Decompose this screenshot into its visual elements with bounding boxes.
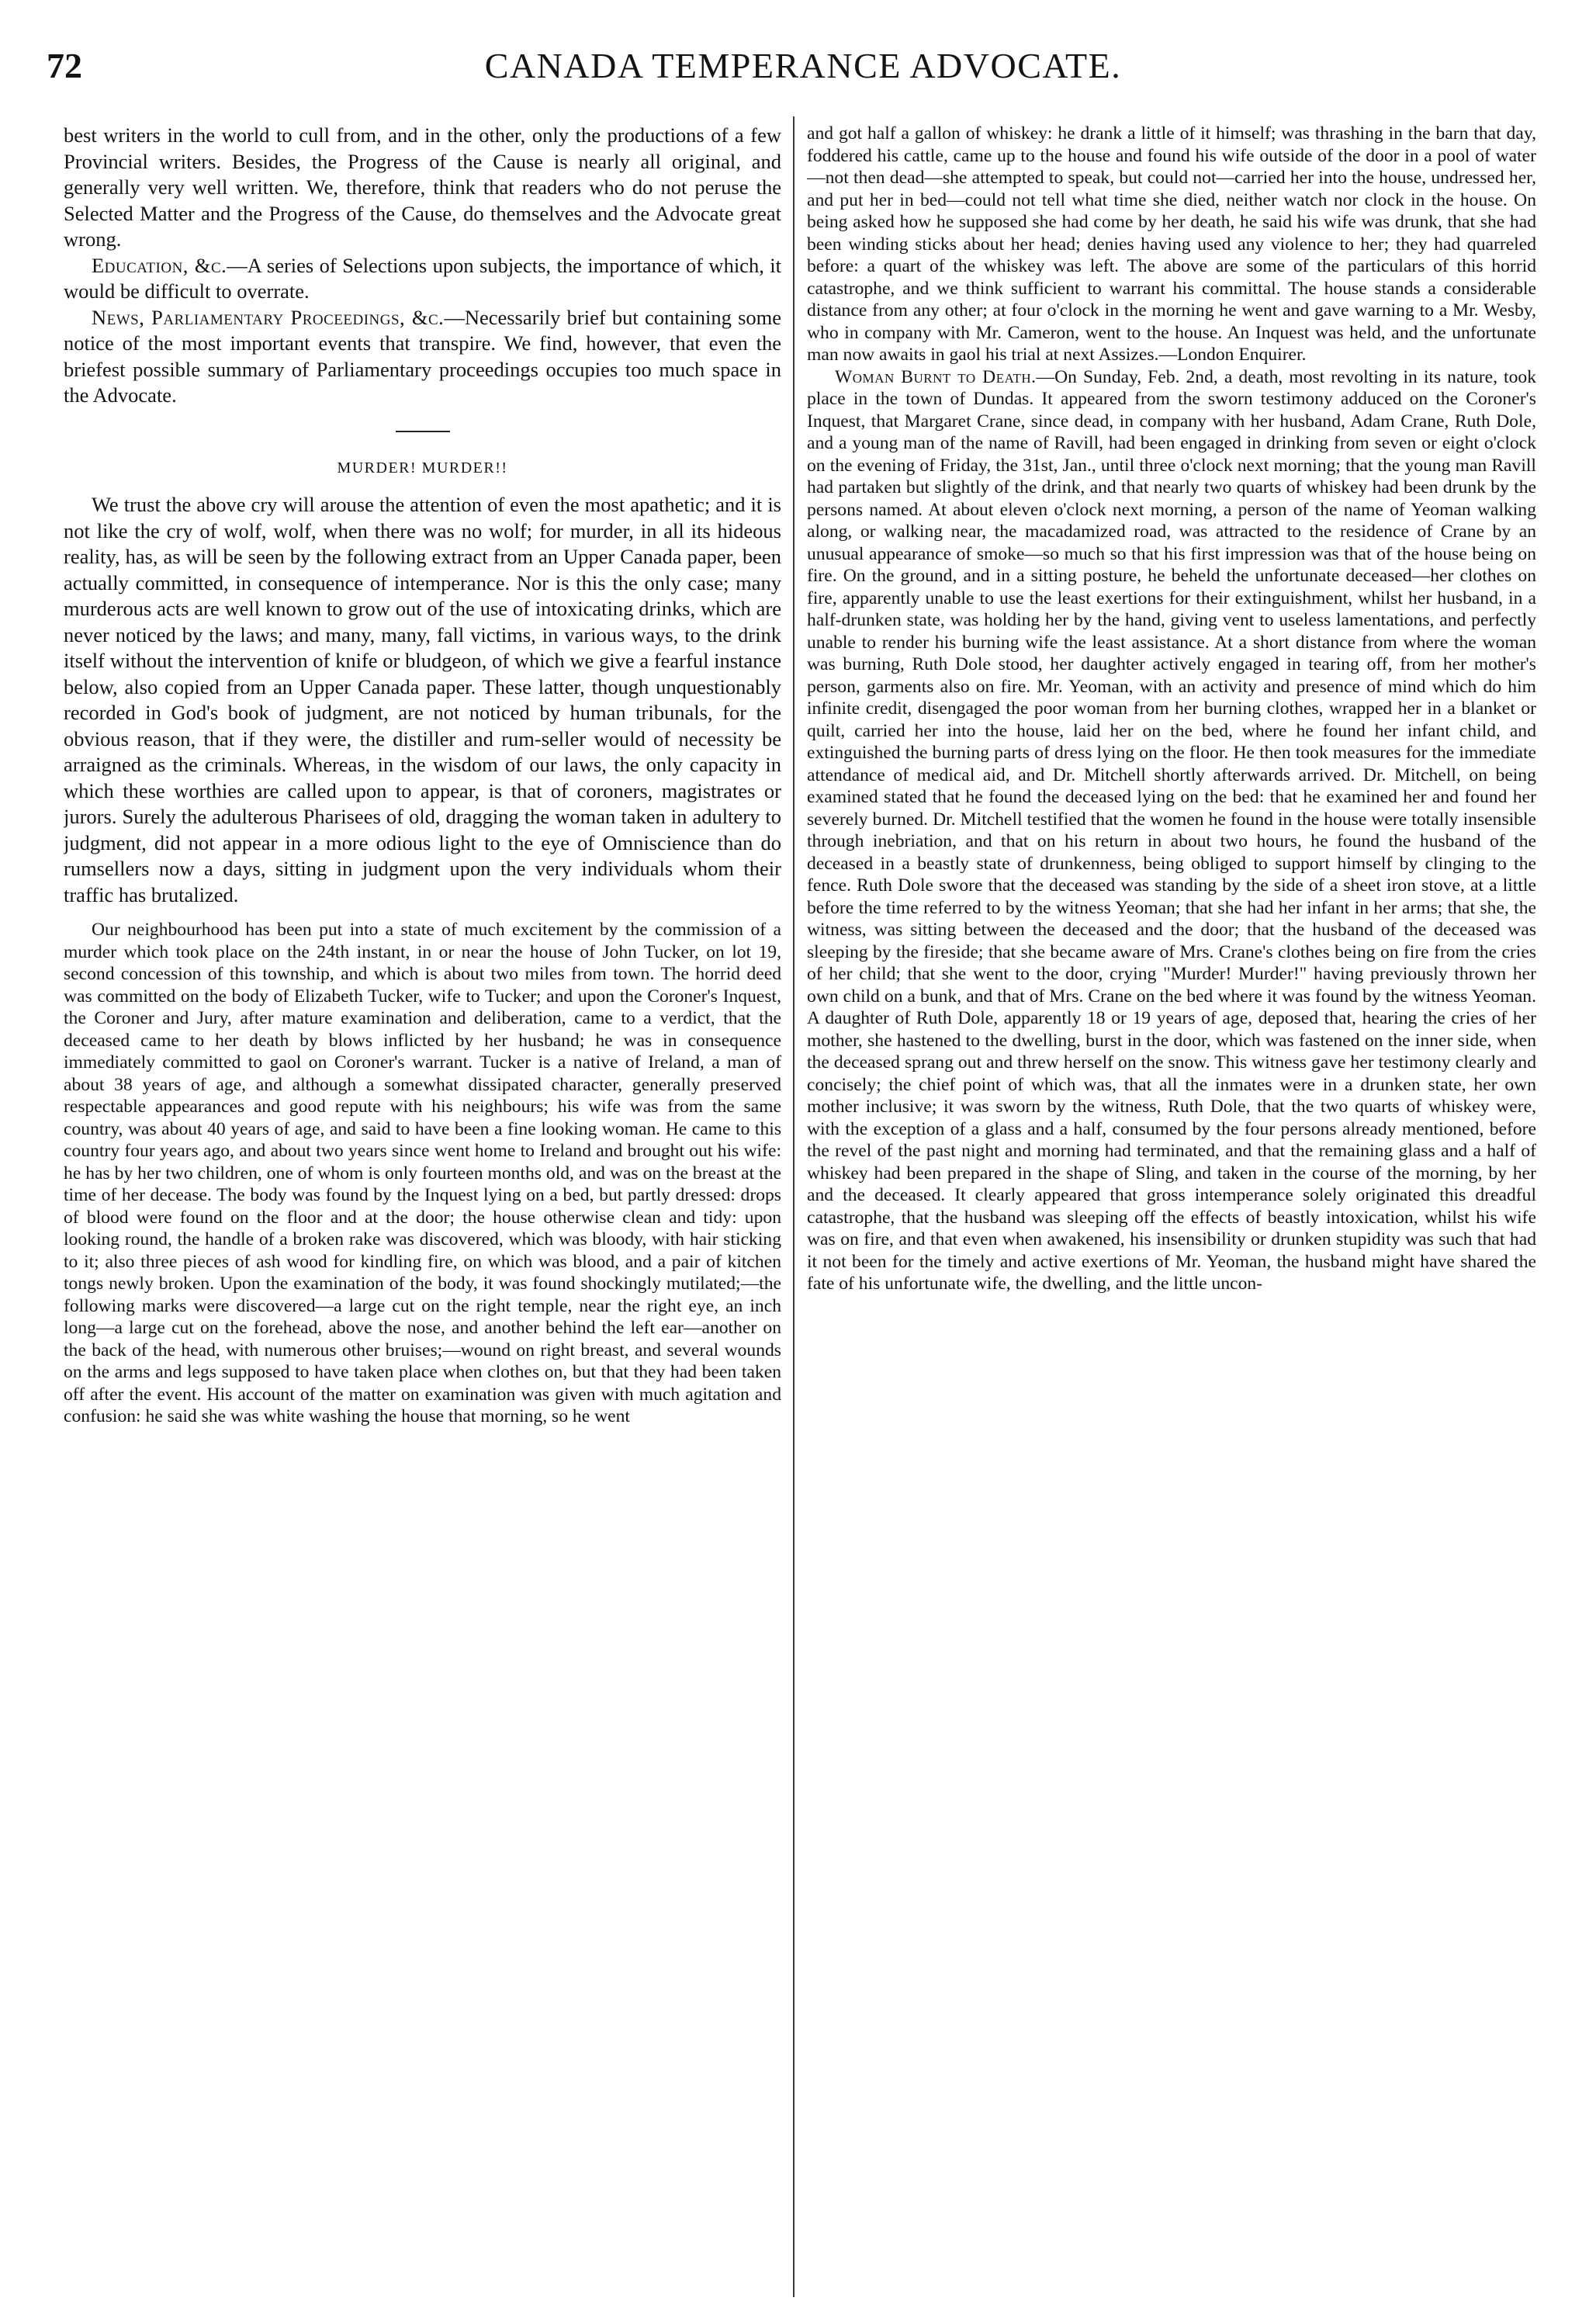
left-column	[64, 123, 781, 2296]
woman-burnt-label: Woman Burnt to Death.	[835, 366, 1037, 387]
intro-paragraph: best writers in the world to cull from, and in the other, only the productions of a few Provincial writers. Besides, the Progress of the Cause is nearly all original, and generally very well written. We, therefore, think that readers who do not peruse the Selected Matter and the Progress of the Cause, do themselves and the Advocate great wrong.	[64, 123, 781, 251]
education-label: Education, &c.	[92, 253, 227, 277]
section-rule	[396, 431, 450, 432]
news-label: News, Parliamentary Proceedings, &c.	[92, 305, 445, 329]
news-paragraph	[64, 305, 781, 409]
murder-report-continued: and got half a gallon of whiskey: he drank a little of it himself; was thrashing in the barn that day, foddered his cattle, came up to the house and found his wife outside of the door in a pool of water—not then dead—she attempted to speak, but could not—carried her into the house, undressed her, and put her in bed—could not tell what time she died, neither watch nor clock in the house. On being asked how he supposed she had come by her death, he said his wife was drunk, that she had been winding sticks about her head; denies having used any violence to her; they had quarreled before: a quart of the whiskey was left. The above are some of the particulars of this horrid catastrophe, and we think sufficient to warrant his committal. The house stands a considerable distance from any other; at four o'clock in the morning he went and gave warning to a Mr. Wesby, who in company with Mr. Cameron, went to the house. An Inquest was held, and the unfortunate man now awaits in gaol his trial at next Assizes.—London Enquirer.	[807, 123, 1536, 365]
news-text: —Necessarily brief but containing some notice of the most important events that transpire. We find, however, that even the briefest possible summary of Parliamentary proceedings occupies too much space in the Advocate.	[64, 305, 781, 407]
woman-burnt-paragraph	[807, 366, 1536, 1295]
intro-section	[64, 123, 781, 908]
running-title: CANADA TEMPERANCE ADVOCATE.	[484, 46, 1122, 85]
murder-heading: MURDER! MURDER!!	[337, 459, 508, 477]
paragraph-spacer	[64, 908, 781, 919]
murder-report-paragraph: Our neighbourhood has been put into a state of much excitement by the commission of a murder which took place on the 24th instant, in or near the house of John Tucker, on lot 19, second concession of this township, and which is about two miles from town. The horrid deed was committed on the body of Elizabeth Tucker, wife to Tucker; and upon the Coroner's Inquest, the Coroner and Jury, after mature examination and deliberation, came to a verdict, that the deceased came to her death by blows inflicted by her husband; he was in consequence immediately committed to gaol on Coroner's warrant. Tucker is a native of Ireland, a man of about 38 years of age, and although a somewhat dissipated character, generally preserved respectable appearances and good repute with his neighbours; his wife was from the same country, was about 40 years of age, and said to have been a fine looking woman. He came to this country four years ago, and about two years since went home to Ireland and brought out his wife: he has by her two children, one of whom is only fourteen months old, and was on the breast at the time of her decease. The body was found by the Inquest lying on a bed, but partly dressed: drops of blood were found on the floor and at the door; the house otherwise clean and tidy: upon looking round, the handle of a broken rake was discovered, which was bloody, with hair sticking to it; also three pieces of ash wood for kindling fire, on which was blood, and a pair of kitchen tongs newly broken. Upon the examination of the body, it was found shockingly mutilated;—the following marks were discovered—a large cut on the right temple, near the right eye, an inch long—a large cut on the forehead, above the nose, and another behind the left ear—another on the back of the head, with numerous other bruises;—wound on right breast, and several wounds on the arms and legs supposed to have taken place when clothes on, but that they had been taken off after the event. His account of the matter on examination was given with much agitation and confusion: he said she was white washing the house that morning, so he went	[64, 920, 781, 1426]
column-divider	[793, 116, 795, 2297]
page-header	[47, 45, 1560, 99]
woman-burnt-text: —On Sunday, Feb. 2nd, a death, most revolting in its nature, took place in the town of Dundas. It appeared from the sworn testimony adduced on the Coroner's Inquest, that Margaret Crane, since dead, in company with her husband, Adam Crane, Ruth Dole, and a young man of the name of Ravill, had been engaged in drinking from seven or eight o'clock on the evening of Friday, the 31st, Jan., until three o'clock next morning; that the young man Ravill had partaken but slightly of the drink, and that nearly two quarts of whiskey had been drunk by the persons named. At about eleven o'clock next morning, a person of the name of Yeoman walking along, or walking near, the macadamized road, was attracted to the residence of Crane by an unusual appearance of smoke—so much so that his first impression was that of the house being on fire. On the ground, and in a sitting posture, he beheld the unfortunate deceased—her clothes on fire, apparently unable to use the least exertions for their extinguishment, whilst her husband, in a half-drunken state, was holding her by the hand, giving vent to useless lamentations, and perfectly unable to render his burning wife the least assistance. At a short distance from where the woman was burning, Ruth Dole stood, her daughter actively engaged in tearing off, from her mother's person, garments also on fire. Mr. Yeoman, with an activity and presence of mind which do him infinite credit, disengaged the poor woman from her burning clothes, wrapped her in a blanket or quilt, carried her into the house, laid her on the bed, where he found her infant child, and extinguished the burning parts of dress lying on the floor. He then took measures for the immediate attendance of medical aid, and Dr. Mitchell shortly afterwards arrived. Dr. Mitchell, on being examined stated that he found the deceased lying on the bed: that he examined her and found her severely burned. Dr. Mitchell testified that the women he found in the house were totally insensible through inebriation, and that on his return in about two hours, he found the husband of the deceased in a beastly state of drunkenness, being obliged to support himself by clinging to the fence. Ruth Dole swore that the deceased was standing by the side of a sheet iron stove, at a little before the time referred to by the witness Yeoman; that she had her infant in her arms; that she, the witness, was sitting between the deceased and the door; that the husband of the deceased was sleeping by the fireside; that she became aware of Mrs. Crane's clothes being on fire from the cries of her child; that she went to the door, crying "Murder! Murder!" having previously thrown her own child on a bunk, and that of Mrs. Crane on the bed where it was found by the witness Yeoman. A daughter of Ruth Dole, apparently 18 or 19 years of age, deposed that, hearing the cries of her mother, she hastened to the dwelling, burst in the door, which was fastened on the inner side, when the deceased sprang out and threw herself on the snow. This witness gave her testimony clearly and concisely; the chief point of which was, that all the inmates were in a drunken state, her own mother inclusive; it was sworn by the witness, Ruth Dole, that the two quarts of whiskey were, with the exception of a glass and a half, consumed by the four persons already mentioned, before the revel of the past night and morning had terminated, and that the remaining glass and a half of whiskey had been prepared in the shape of Sling, and taken in the course of the morning, by her and the deceased. It clearly appeared that gross intemperance solely originated this dreadful catastrophe, that the husband was sleeping off the effects of beastly intoxication, whilst his wife was on fire, and that even when awakened, his insensibility or drunken stupidity was such that had it not been for the timely and active exertions of Mr. Yeoman, the husband might have shared the fate of his unfortunate wife, the dwelling, and the little uncon-	[807, 366, 1536, 1294]
right-column	[807, 123, 1536, 2296]
education-paragraph	[64, 253, 781, 305]
page-number: 72	[47, 46, 82, 85]
education-text: —A series of Selections upon subjects, the importance of which, it would be difficult to overrate.	[64, 253, 781, 303]
murder-editorial-paragraph: We trust the above cry will arouse the attention of even the most apathetic; and it is not like the cry of wolf, wolf, when there was no wolf; for murder, in all its hideous reality, has, as will be seen by the following extract from an Upper Canada paper, been actually committed, in consequence of intemperance. Nor is this the only case; many murderous acts are well known to grow out of the use of intoxicating drinks, which are never noticed by the laws; and many, many, fall victims, in various ways, to the drink itself without the intervention of knife or bludgeon, of which we give a fearful instance below, also copied from an Upper Canada paper. These latter, though unquestionably recorded in God's book of judgment, are not noticed by human tribunals, for the obvious reason, that if they were, the distiller and rum-seller would of necessity be arraigned as the criminals. Whereas, in the wisdom of our laws, the only capacity in which these worthies are called upon to appear, is that of coroners, magistrates or jurors. Surely the adulterous Pharisees of old, dragging the woman taken in adultery to judgment, did not appear in a more odious light to the eye of Omniscience than do rumsellers now a days, sitting in judgment upon the very individuals whom their traffic has brutalized.	[64, 493, 781, 906]
